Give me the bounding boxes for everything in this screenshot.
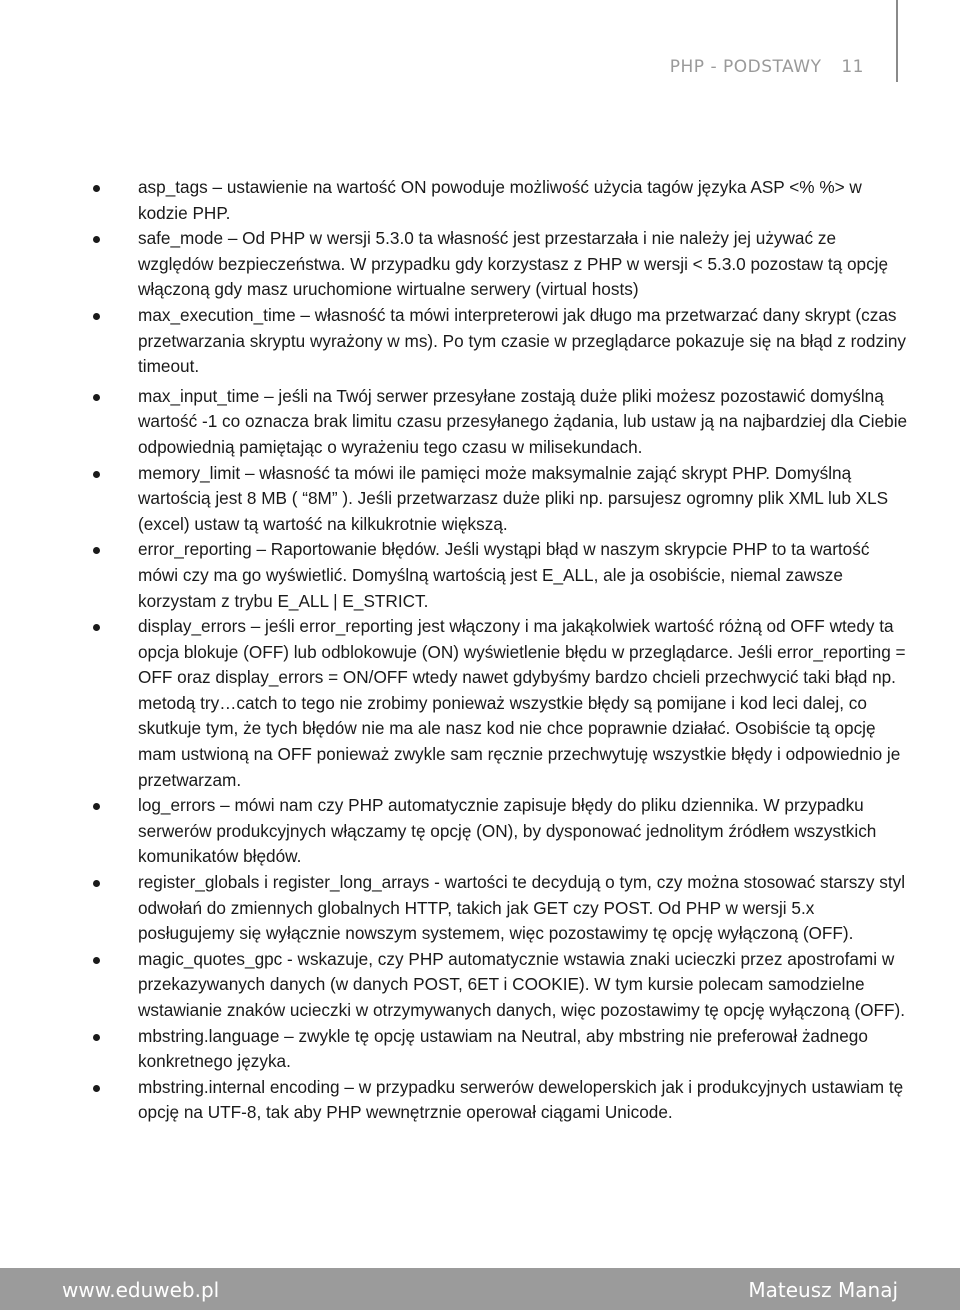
list-item-text: magic_quotes_gpc - wskazuje, czy PHP automatycznie wstawia znaki ucieczki przez apostrofami w przekazywanych danych (w danych POST, 6ET i COOKIE). W tym kursie polecam samodzielne wstawianie znaków ucieczki w otrzymywanych danych, więc pozostawimy tę opcję wyłączoną (OFF). xyxy=(138,948,906,1020)
bullet-icon xyxy=(93,1034,100,1041)
bullet-icon xyxy=(93,471,100,478)
list-item-text: log_errors – mówi nam czy PHP automatycznie zapisuje błędy do pliku dziennika. W przypadku serwerów produkcyjnych włączamy tę opcję (ON), by dysponować jednolitym źródłem wszystkich komunikatów błędów. xyxy=(138,795,877,867)
bullet-icon xyxy=(93,1085,100,1092)
list-item xyxy=(93,870,908,947)
list-item-text: max_input_time – jeśli na Twój serwer przesyłane zostają duże pliki możesz pozostawić domyślną wartość -1 co oznacza brak limitu czasu przesyłanego żądania, lub ustaw ją na najbardziej dla Ciebie odpowiednią pamiętając o wyrażeniu tego czasu w milisekundach. xyxy=(138,385,908,457)
list-item-text: register_globals i register_long_arrays - wartości te decydują o tym, czy można stosować starszy styl odwołań do zmiennych globalnych HTTP, takich jak GET czy POST. Od PHP w wersji 5.x posługujemy się wyłącznie nowszym systemem, więc pozostawimy tę opcję wyłączoną (OFF). xyxy=(138,872,906,944)
bullet-icon xyxy=(93,547,100,554)
list-item xyxy=(93,175,908,226)
list-item xyxy=(93,614,908,793)
list-item-text: max_execution_time – własność ta mówi interpreterowi jak długo ma przetwarzać dany skrypt (czas przetwarzania skryptu wyrażony w ms). Po tym czasie w przeglądarce pokazuje się na błąd z rodziny timeout. xyxy=(138,304,907,377)
list-item-text: safe_mode – Od PHP w wersji 5.3.0 ta własność jest przestarzała i nie należy jej używać ze względów bezpieczeństwa. W przypadku gdy korzystasz z PHP w wersji < 5.3.0 pozostaw tą opcję włączoną gdy masz uruchomione wirtualne serwery (virtual hosts) xyxy=(138,228,889,300)
list-item-text: mbstring.internal encoding – w przypadku serwerów deweloperskich jak i produkcyjnych ustawiam tę opcję na UTF-8, tak aby PHP wewnętrznie operował ciągami Unicode. xyxy=(138,1076,904,1123)
bullet-icon xyxy=(93,236,100,243)
list-item xyxy=(93,226,908,303)
bullet-icon xyxy=(93,394,100,401)
list-item xyxy=(93,384,908,461)
bullet-icon xyxy=(93,624,100,631)
list-item-text: memory_limit – własność ta mówi ile pamięci może maksymalnie zająć skrypt PHP. Domyślną wartością jest 8 MB ( “8M” ). Jeśli przetwarzasz duże pliki np. parsujesz ogromny plik XML lub XLS (excel) ustaw tą wartość na kilkukrotnie większą. xyxy=(138,462,889,534)
bullet-icon xyxy=(93,185,100,192)
list-item xyxy=(93,537,908,614)
bullet-icon xyxy=(93,803,100,810)
list-item xyxy=(93,793,908,870)
bullet-list xyxy=(93,175,908,1126)
list-item xyxy=(93,1075,908,1126)
bullet-icon xyxy=(93,957,100,964)
header-title: PHP - PODSTAWY xyxy=(669,57,822,77)
list-item-text: error_reporting – Raportowanie błędów. Jeśli wystąpi błąd w naszym skrypcie PHP to ta wartość mówi czy ma go wyświetlić. Domyślną wartością jest E_ALL, ale ja osobiście, niemal zawsze korzystam z trybu E_ALL | E_STRICT. xyxy=(138,539,870,611)
footer-bar xyxy=(0,1268,960,1310)
list-item-text: asp_tags – ustawienie na wartość ON powoduje możliwość użycia tagów języka ASP <% %> w kodzie PHP. xyxy=(138,177,862,223)
list-item xyxy=(93,947,908,1024)
bullet-icon xyxy=(93,880,100,887)
footer-author: Mateusz Manaj xyxy=(748,1278,898,1302)
page-number: 11 xyxy=(841,57,864,77)
footer-website: www.eduweb.pl xyxy=(62,1278,220,1302)
list-item-text: display_errors – jeśli error_reporting jest włączony i ma jakąkolwiek wartość różną od OFF wtedy ta opcja blokuje (OFF) lub odblokowuje (ON) wyświetlenie błędu w przeglądarce. Jeśli error_reporting = OFF oraz display_errors = ON/OFF wtedy nawet gdybyśmy bardzo chcieli przechwycić taki błąd np. metodą try…catch to tego nie zrobimy ponieważ wszystkie błędy są pomijane i kod leci dalej, co skutkuje tym, że tych błędów nie ma ale nasz kod nie chce poprawnie działać. Osobiście tą opcję mam ustwioną na OFF ponieważ zwykle sam ręcznie przechwytuję wszystkie błędy i odpowiednio je przetwarzam. xyxy=(138,616,906,790)
list-item xyxy=(93,303,908,380)
running-header xyxy=(670,57,864,77)
bullet-icon xyxy=(93,313,100,320)
list-item-text: mbstring.language – zwykle tę opcję ustawiam na Neutral, aby mbstring nie preferował żadnego konkretnego języka. xyxy=(138,1025,868,1072)
list-item xyxy=(93,461,908,538)
list-item xyxy=(93,1024,908,1075)
header-vertical-rule xyxy=(896,0,898,82)
